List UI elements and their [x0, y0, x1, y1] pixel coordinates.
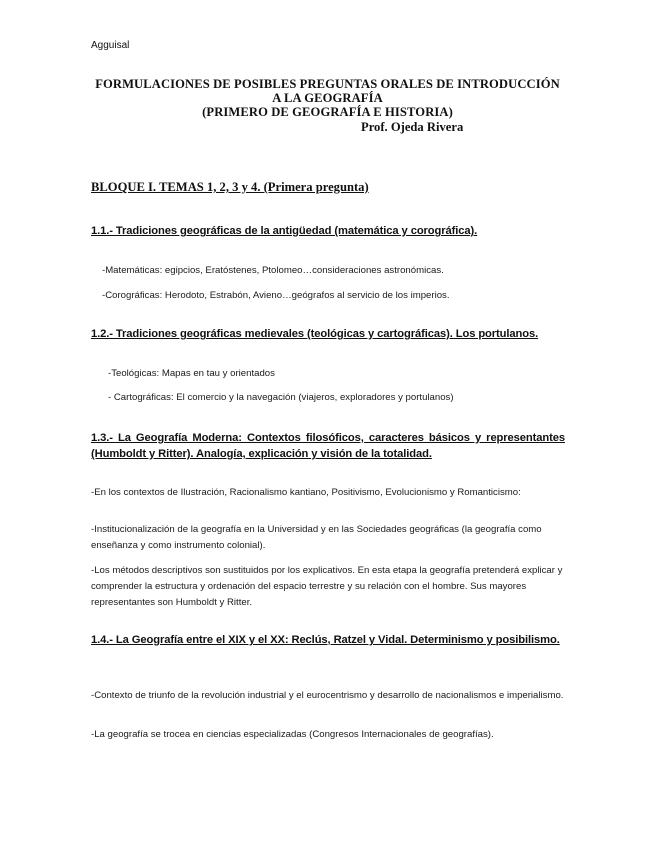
paragraph: -Contexto de triunfo de la revolución industrial y el eurocentrismo y desarrollo de nacionalismos e imperialismo.	[91, 690, 564, 701]
paragraph: -Institucionalización de la geografía en la Universidad y en las Sociedades geográficas (la geografía como enseñanza y como instrumento colonial).	[91, 524, 542, 551]
document-title-line-1: FORMULACIONES DE POSIBLES PREGUNTAS ORALES DE INTRODUCCIÓN	[95, 77, 560, 91]
section-heading-1-4: 1.4.- La Geografía entre el XIX y el XX: Reclús, Ratzel y Vidal. Determinismo y posibilismo.	[91, 634, 560, 646]
document-title-line-3: (PRIMERO DE GEOGRAFÍA E HISTORIA)	[202, 105, 453, 119]
paragraph: -Los métodos descriptivos son sustituidos por los explicativos. En esta etapa la geografía pretenderá explicar y comprender la estructura y ordenación del espacio terrestre y su relación con el hombre. Sus mayores representantes son Humboldt y Ritter.	[91, 565, 563, 608]
list-item: -Corográficas: Herodoto, Estrabón, Avieno…geógrafos al servicio de los imperios.	[102, 290, 450, 301]
section-heading-1-1: 1.1.- Tradiciones geográficas de la antigüedad (matemática y corográfica).	[91, 225, 478, 237]
section-heading-1-2: 1.2.- Tradiciones geográficas medievales (teológicas y cartográficas). Los portulanos.	[91, 328, 539, 340]
document-title-line-2: A LA GEOGRAFÍA	[272, 91, 383, 105]
list-item: -Matemáticas: egipcios, Eratóstenes, Ptolomeo…consideraciones astronómicas.	[102, 265, 444, 276]
list-item: - Cartográficas: El comercio y la navegación (viajeros, exploradores y portulanos)	[108, 392, 454, 403]
section-heading-1-3: 1.3.- La Geografía Moderna: Contextos filosóficos, caracteres básicos y representantes (Humboldt y Ritter). Analogía, explicación y visión de la totalidad.	[91, 432, 565, 460]
professor-name: Prof. Ojeda Rivera	[361, 120, 464, 134]
block-heading: BLOQUE I. TEMAS 1, 2, 3 y 4. (Primera pregunta)	[91, 180, 369, 194]
paragraph: -La geografía se trocea en ciencias especializadas (Congresos Internacionales de geografías).	[91, 729, 494, 740]
list-item: -Teológicas: Mapas en tau y orientados	[108, 368, 275, 379]
paragraph: -En los contextos de Ilustración, Racionalismo kantiano, Positivismo, Evolucionismo y Romanticismo:	[91, 487, 521, 498]
author-label: Agguisal	[91, 40, 130, 51]
